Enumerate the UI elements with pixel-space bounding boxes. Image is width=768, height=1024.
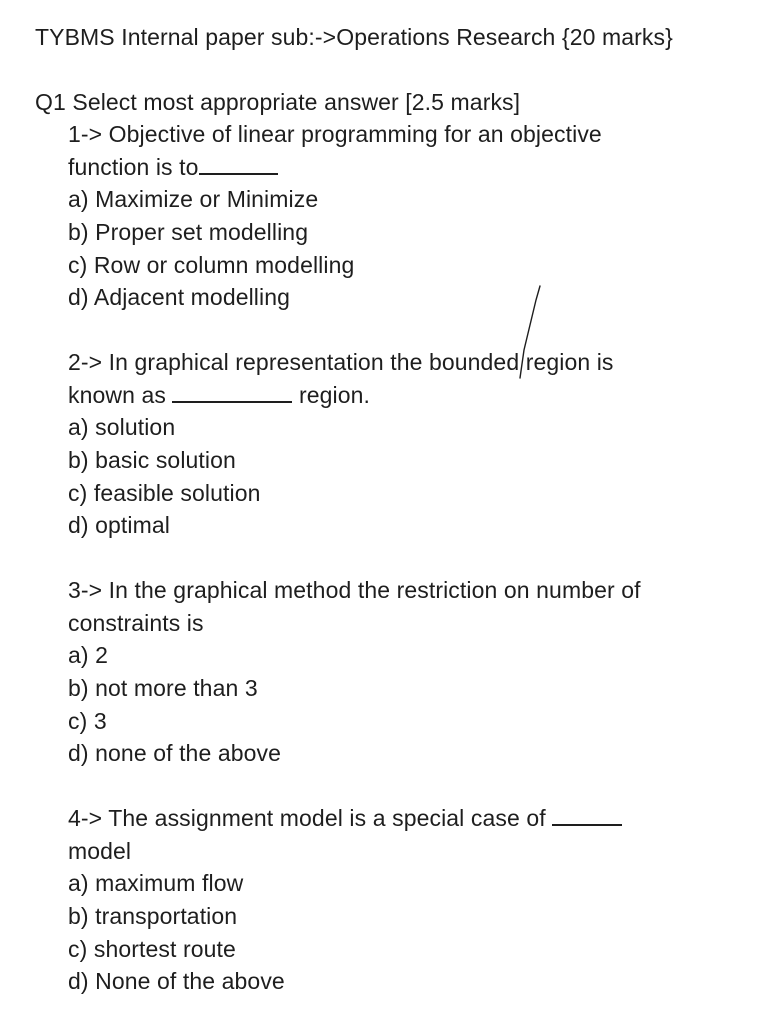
question-text-part: 4-> The assignment model is a special case of bbox=[68, 805, 553, 831]
question-text: 1-> Objective of linear programming for an objective bbox=[68, 121, 602, 147]
question-text-part: region. bbox=[292, 382, 370, 408]
option-a: a) 2 bbox=[68, 642, 109, 668]
option-b: b) transportation bbox=[68, 903, 238, 929]
option-b: b) basic solution bbox=[68, 447, 236, 473]
option-b: b) not more than 3 bbox=[68, 675, 258, 701]
section-heading: Q1 Select most appropriate answer [2.5 marks] bbox=[35, 89, 521, 115]
paper-title: TYBMS Internal paper sub:->Operations Research {20 marks} bbox=[35, 24, 673, 50]
question-text-part: function is to bbox=[68, 154, 199, 180]
question-text-continued: constraints is bbox=[68, 610, 204, 636]
option-d: d) none of the above bbox=[68, 740, 281, 766]
question-text-continued: model bbox=[68, 838, 132, 864]
option-a: a) solution bbox=[68, 414, 176, 440]
option-a: a) maximum flow bbox=[68, 870, 244, 896]
option-a: a) Maximize or Minimize bbox=[68, 186, 319, 212]
question-text: 2-> In graphical representation the bounded region is bbox=[68, 349, 614, 375]
question-text-part: known as bbox=[68, 382, 173, 408]
option-c: c) shortest route bbox=[68, 936, 236, 962]
option-c: c) feasible solution bbox=[68, 480, 261, 506]
option-c: c) 3 bbox=[68, 708, 107, 734]
option-b: b) Proper set modelling bbox=[68, 219, 309, 245]
option-c: c) Row or column modelling bbox=[68, 252, 355, 278]
option-d: d) None of the above bbox=[68, 968, 285, 994]
option-d: d) Adjacent modelling bbox=[68, 284, 291, 310]
question-text: 3-> In the graphical method the restriction on number of bbox=[68, 577, 641, 603]
option-d: d) optimal bbox=[68, 512, 170, 538]
